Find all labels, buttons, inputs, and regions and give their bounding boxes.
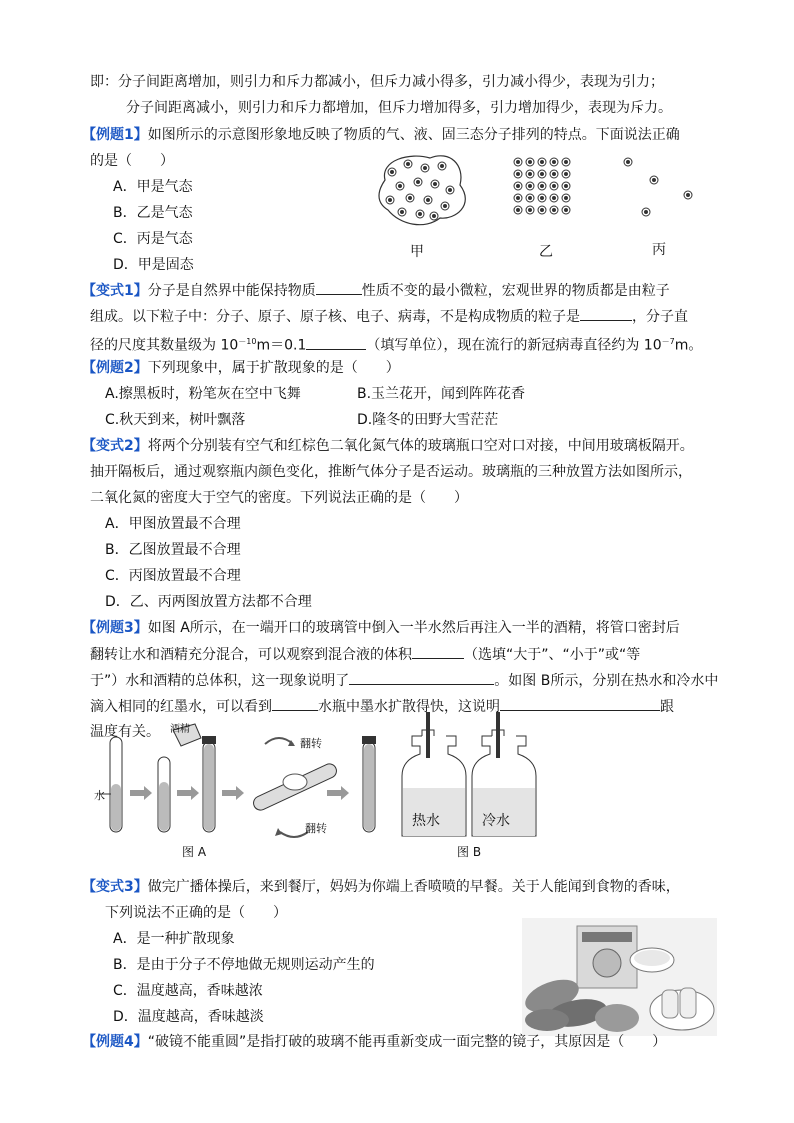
fig-a-water-label: 水 [94, 789, 105, 802]
ex3-line1: 【例题3】如图 A所示，在一端开口的玻璃管中倒入一半水然后再注入一半的酒精，将管口密封后 [82, 620, 680, 636]
var3-line2: 下列说法不正确的是（ ） [105, 905, 287, 921]
var3-option-d: D．温度越高，香味越淡 [113, 1009, 264, 1025]
ex3-blank-1[interactable] [412, 644, 464, 659]
var2-option-c: C．丙图放置最不合理 [105, 568, 241, 584]
ex3-line2: 翻转让水和酒精充分混合，可以观察到混合液的体积 （选填“大于”、“小于”或“等 [90, 644, 640, 665]
var3-option-b: B．是由于分子不停地做无规则运动产生的 [113, 957, 375, 973]
ex3-blank-4[interactable] [500, 696, 660, 711]
ex3-line4: 滴入相同的红墨水，可以看到 水瓶中墨水扩散得快，这说明 跟 [90, 696, 674, 717]
var2-tag: 【变式2】 [82, 438, 148, 454]
ex2-stem: 【例题2】下列现象中，属于扩散现象的是（ ） [82, 360, 400, 376]
var1-blank-3[interactable] [306, 335, 366, 350]
ex1-stem-line1: 【例题1】如图所示的示意图形象地反映了物质的气、液、固三态分子排列的特点。下面说法正确 [82, 127, 680, 143]
ex2-option-d: D.隆冬的田野大雪茫茫 [357, 412, 499, 428]
ex2-option-a: A.擦黑板时，粉笔灰在空中飞舞 [105, 386, 301, 402]
figure-a [95, 722, 395, 842]
intro-line-1: 即：分子间距离增加，则引力和斥力都减小，但斥力减小得多，引力减小得少，表现为引力； [90, 74, 664, 90]
ex2-option-b: B.玉兰花开，闻到阵阵花香 [357, 386, 526, 402]
ex3-blank-2[interactable] [349, 670, 494, 685]
var2-line1: 【变式2】将两个分别装有空气和红棕色二氧化氮气体的玻璃瓶口空对口对接，中间用玻璃板隔开。 [82, 438, 694, 454]
var1-tag: 【变式1】 [82, 283, 148, 299]
fig-b-caption: 图 B [457, 845, 482, 859]
ex1-option-b: B．乙是气态 [113, 205, 193, 221]
var3-line1: 【变式3】做完广播体操后，来到餐厅，妈妈为你端上香喷喷的早餐。关于人能闻到食物的香味， [82, 879, 680, 895]
fig-label-jia: 甲 [410, 244, 424, 260]
ex3-tag: 【例题3】 [82, 620, 148, 636]
ex4-tag: 【例题4】 [82, 1034, 148, 1050]
ex4-stem: 【例题4】“破镜不能重圆”是指打破的玻璃不能再重新变成一面完整的镜子，其原因是（ ） [82, 1034, 667, 1050]
fig-b-hot-water: 热水 [412, 813, 440, 829]
fig-a-alcohol-label: 酒精 [170, 724, 190, 735]
var2-line3: 二氧化氮的密度大于空气的密度。下列说法正确的是（ ） [90, 490, 468, 506]
ex3-line3: 于”）水和酒精的总体积，这一现象说明了 。如图 B所示，分别在热水和冷水中 [90, 670, 718, 691]
ex2-tag: 【例题2】 [82, 360, 148, 376]
fig-label-yi: 乙 [539, 244, 553, 260]
var1-line1: 【变式1】分子是自然界中能保持物质 性质不变的最小微粒，宏观世界的物质都是由粒子 [82, 280, 670, 301]
ex3-line5: 温度有关。 [90, 724, 160, 740]
var1-blank-1[interactable] [316, 280, 362, 295]
fig-a-flip-label-bottom: 翻转 [305, 822, 327, 835]
ex1-option-a: A．甲是气态 [113, 179, 193, 195]
fig-b-cold-water: 冷水 [482, 813, 510, 829]
intro-line-2: 分子间距离减小，则引力和斥力都增加，但斥力增加得多，引力增加得少，表现为斥力。 [126, 100, 672, 116]
var2-line2: 抽开隔板后，通过观察瓶内颜色变化，推断气体分子是否运动。玻璃瓶的三种放置方法如图所示， [90, 464, 692, 480]
ex1-option-d: D．甲是固态 [113, 257, 194, 273]
fig-a-caption: 图 A [182, 845, 207, 859]
var3-option-a: A．是一种扩散现象 [113, 931, 235, 947]
ex1-stem-line2: 的是（ ） [90, 153, 174, 169]
var2-option-b: B．乙图放置最不合理 [105, 542, 241, 558]
var1-line2: 组成。以下粒子中：分子、原子、原子核、电子、病毒，不是构成物质的粒子是 ，分子直 [90, 306, 688, 327]
breakfast-photo [522, 918, 717, 1036]
ex2-option-c: C.秋天到来，树叶飘落 [105, 412, 246, 428]
var3-tag: 【变式3】 [82, 879, 148, 895]
var2-option-a: A．甲图放置最不合理 [105, 516, 241, 532]
var3-option-c: C．温度越高，香味越浓 [113, 983, 263, 999]
fig-a-flip-label-top: 翻转 [300, 737, 322, 750]
ex1-tag: 【例题1】 [82, 127, 148, 143]
ex3-blank-3[interactable] [272, 696, 318, 711]
var2-option-d: D．乙、丙两图放置方法都不合理 [105, 594, 312, 610]
var1-blank-2[interactable] [580, 306, 632, 321]
var1-line3: 径的尺度其数量级为 $10^{-10}m=0.1$ （填写单位），现在流行的新冠病毒直径约为 $10^{-7}m$。 [90, 332, 702, 356]
ex1-option-c: C．丙是气态 [113, 231, 193, 247]
fig-label-bing: 丙 [652, 242, 666, 258]
